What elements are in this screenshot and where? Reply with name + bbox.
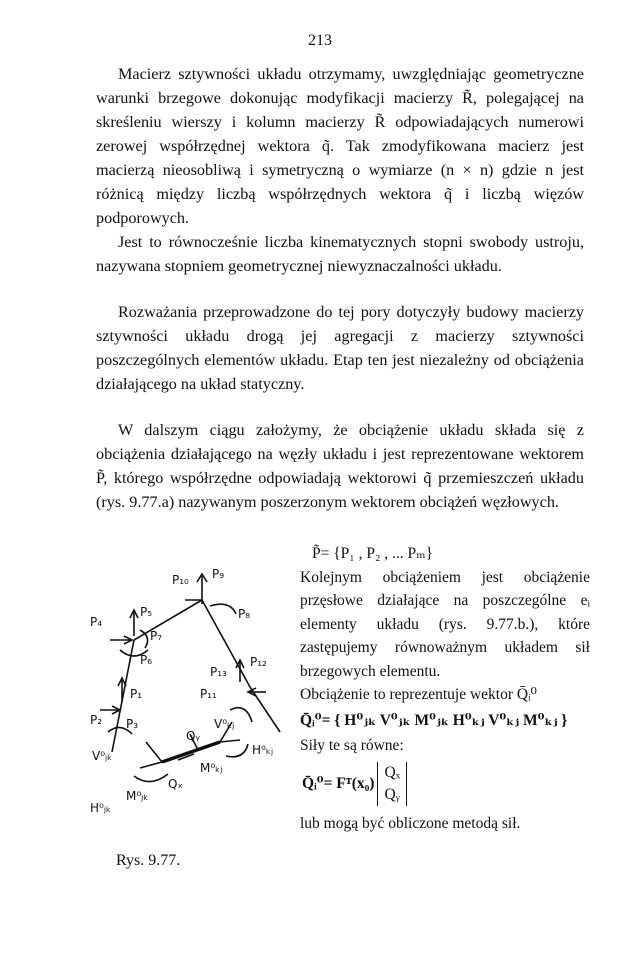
right-text-4: lub mogą być obliczone metodą sił. [300, 814, 521, 832]
label-p6: P₆ [140, 653, 153, 667]
page-number: 213 [308, 32, 332, 49]
matrix-entry-qx: Qₓ [384, 763, 401, 781]
label-hjk: H⁰ⱼₖ [90, 801, 112, 815]
figure-caption: Rys. 9.77. [116, 852, 181, 869]
label-p7: P₇ [150, 629, 163, 643]
label-qy: Qᵧ [186, 729, 200, 743]
label-vjk: V⁰ⱼₖ [92, 749, 113, 763]
label-p13: P₁₃ [210, 665, 227, 679]
equation-p-vector: P̃= {P₁ , P₂ , ... Pₘ} [312, 545, 434, 562]
body-text [96, 62, 584, 514]
equation-f-lhs: Q̄ᵢ⁰= Fᵀ(x₀) [302, 774, 375, 792]
label-mjk: M⁰ⱼₖ [126, 789, 149, 803]
label-qx: Qₓ [168, 777, 183, 791]
label-vkj: V⁰ₖⱼ [214, 717, 235, 731]
right-text-3: Siły te są równe: [300, 737, 404, 754]
paragraph-4: W dalszym ciągu założymy, że obciążenie układu składa się z obciążenia działającego na węzły układu i jest reprezentowane wektorem P̃, którego współrzędne odpowiadają wektorowi q̃ przemieszczeń układu (rys. 9.77.a) nazywanym poszerzonym wektorem obciążeń węzłowych. [96, 421, 584, 511]
equation-f-block [302, 762, 590, 806]
frame-figure [90, 562, 290, 822]
equation-q-vector: Q̄ᵢ⁰= { H⁰ⱼₖ V⁰ⱼₖ M⁰ⱼₖ H⁰ₖⱼ V⁰ₖⱼ M⁰ₖⱼ } [300, 711, 568, 729]
label-mkj: M⁰ₖⱼ [200, 761, 223, 775]
paragraph-1: Macierz sztywności układu otrzymamy, uwzględniając geometryczne warunki brzegowe dokonując modyfikacji macierzy R̃, polegającej na skreśleniu wierszy i kolumn macierzy R̃ odpowiadających numerowi zerowej współrzędnej wektora q̃. Tak zmodyfikowana macierz jest macierzą nieosobliwą i symetryczną o wymiarze (n × n) gdzie n jest różnicą między liczbą współrzędnych wektora q̃ i liczbą więzów podporowych. [96, 65, 584, 227]
right-text-2: Obciążenie to reprezentuje wektor Q̄ᵢ⁰ [300, 686, 537, 703]
element-jk [162, 742, 220, 762]
matrix-entry-qy: Qᵧ [384, 785, 400, 803]
label-p10: P₁₀ [172, 573, 189, 587]
label-p8: P₈ [238, 607, 251, 621]
label-p1: P₁ [130, 687, 143, 701]
label-p5: P₅ [140, 605, 153, 619]
frame-member-right [250, 687, 280, 732]
label-p4: P₄ [90, 615, 103, 629]
label-p3: P₃ [126, 717, 139, 731]
paragraph-2: Jest to równocześnie liczba kinematycznych stopni swobody ustroju, nazywana stopniem geometrycznej niewyznaczalności układu. [96, 233, 584, 275]
label-p2: P₂ [90, 713, 103, 727]
label-p11: P₁₁ [200, 687, 217, 701]
right-text-1: Kolejnym obciążeniem jest obciążenie przęsłowe działające na poszczególne eᵢ elementy układu (rys. 9.77.b.), które zastępujemy równoważnym układem sił brzegowych elementu. [300, 568, 590, 680]
equation-f-matrix [377, 762, 407, 806]
paragraph-3: Rozważania przeprowadzone do tej pory dotyczyły budowy macierzy sztywności układu drogą jej agregacji z macierzy sztywności poszczególnych elementów układu. Etap ten jest niezależny od obciążenia działającego na układ statyczny. [96, 303, 584, 393]
label-p12: P₁₂ [250, 655, 267, 669]
right-column [300, 542, 590, 835]
label-hkj: H⁰ₖⱼ [252, 743, 274, 757]
label-p9: P₉ [212, 567, 225, 581]
